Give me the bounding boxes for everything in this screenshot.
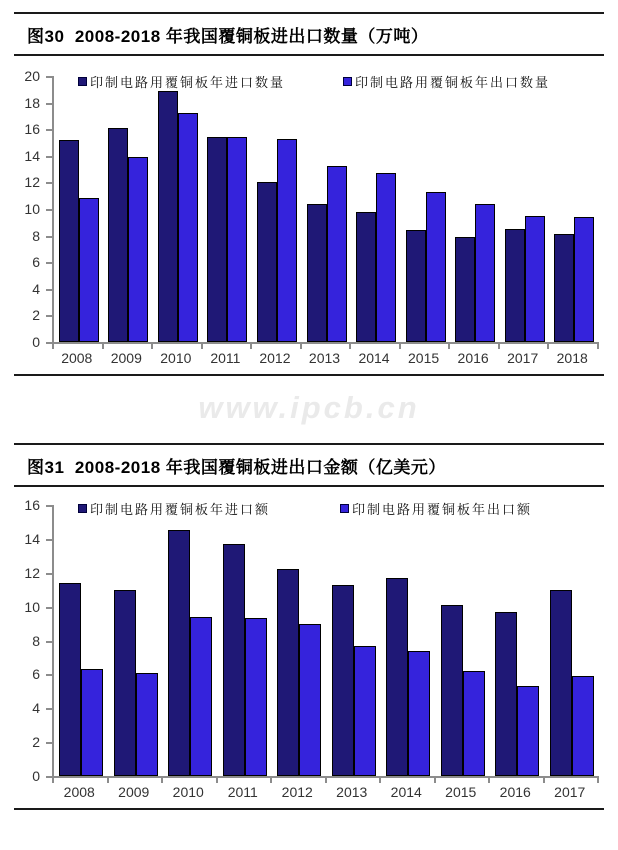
x-axis-label-2014: 2014 — [390, 784, 422, 800]
legend-item-import — [78, 72, 285, 91]
x-axis-tick — [434, 778, 436, 783]
bar-import-2018 — [554, 234, 574, 342]
x-axis-label-2008: 2008 — [63, 784, 95, 800]
x-axis-tick — [547, 344, 549, 349]
x-axis-tick — [399, 344, 401, 349]
bar-import-2013 — [332, 585, 354, 776]
bar-export-2016 — [517, 686, 539, 776]
y-axis-label: 0 — [32, 768, 40, 784]
bar-export-2015 — [463, 671, 485, 776]
bar-export-2009 — [128, 157, 148, 342]
bar-import-2015 — [406, 230, 426, 342]
y-axis-label: 16 — [24, 121, 40, 138]
watermark-band — [0, 376, 618, 443]
bar-import-2017 — [550, 590, 572, 776]
x-axis-label-2016: 2016 — [457, 350, 489, 366]
bar-import-2013 — [307, 204, 327, 342]
x-axis-tick — [216, 778, 218, 783]
x-axis-tick — [597, 344, 599, 349]
legend — [78, 72, 550, 91]
legend-label-export: 印制电路用覆铜板年出口数量 — [355, 75, 551, 90]
bar-export-2014 — [376, 173, 396, 342]
legend-label-import: 印制电路用覆铜板年进口额 — [90, 502, 271, 517]
bar-export-2011 — [245, 618, 267, 776]
legend-item-import — [78, 499, 270, 518]
bar-export-2014 — [408, 651, 430, 776]
bar-import-2012 — [257, 182, 277, 342]
bar-export-2015 — [426, 192, 446, 342]
bar-import-2010 — [168, 530, 190, 776]
legend — [78, 499, 532, 518]
x-axis-label-2012: 2012 — [281, 784, 313, 800]
x-axis-tick — [102, 344, 104, 349]
x-axis-label-2010: 2010 — [160, 350, 192, 366]
figure-30-title: 图30 2008-2018 年我国覆铜板进出口数量（万吨） — [14, 12, 604, 56]
y-axis-label: 8 — [32, 227, 40, 244]
x-axis-label-2012: 2012 — [259, 350, 291, 366]
y-axis-label: 2 — [32, 734, 40, 751]
bar-export-2012 — [277, 139, 297, 342]
y-axis-label: 18 — [24, 94, 40, 111]
bar-import-2011 — [223, 544, 245, 776]
y-axis-label: 14 — [24, 530, 40, 547]
bar-export-2016 — [475, 204, 495, 342]
bar-import-2015 — [441, 605, 463, 776]
x-axis-tick — [201, 344, 203, 349]
x-axis-tick — [543, 778, 545, 783]
y-axis-label: 6 — [32, 666, 40, 683]
figure-31-chart — [14, 487, 604, 808]
x-axis-tick — [270, 778, 272, 783]
bar-export-2010 — [178, 113, 198, 342]
x-axis-label-2009: 2009 — [118, 784, 150, 800]
bar-import-2014 — [386, 578, 408, 776]
figure-31 — [14, 443, 604, 810]
bar-import-2008 — [59, 140, 79, 342]
y-axis-label: 10 — [24, 598, 40, 615]
bar-export-2008 — [79, 198, 99, 342]
bar-import-2016 — [495, 612, 517, 776]
bar-export-2011 — [227, 137, 247, 342]
bar-import-2011 — [207, 137, 227, 342]
y-axis-label: 16 — [24, 497, 40, 513]
legend-swatch-import — [78, 504, 87, 513]
x-axis-tick — [498, 344, 500, 349]
y-axis-label: 0 — [32, 334, 40, 350]
x-axis-label-2015: 2015 — [445, 784, 477, 800]
figure-31-title: 图31 2008-2018 年我国覆铜板进出口金额（亿美元） — [14, 443, 604, 487]
x-axis-tick — [250, 344, 252, 349]
y-axis-label: 12 — [24, 174, 40, 191]
x-axis-tick — [349, 344, 351, 349]
x-axis-label-2011: 2011 — [210, 350, 241, 366]
x-axis-label-2011: 2011 — [227, 784, 258, 800]
plot-area — [52, 505, 599, 778]
legend-item-export — [343, 72, 550, 91]
y-axis-label: 8 — [32, 632, 40, 649]
bar-export-2009 — [136, 673, 158, 776]
x-axis-tick — [52, 778, 54, 783]
bar-import-2012 — [277, 569, 299, 776]
x-axis-label-2016: 2016 — [499, 784, 531, 800]
bar-export-2010 — [190, 617, 212, 776]
x-axis-label-2015: 2015 — [408, 350, 440, 366]
bar-import-2008 — [59, 583, 81, 776]
bar-import-2009 — [108, 128, 128, 342]
x-axis-label-2018: 2018 — [556, 350, 588, 366]
x-axis-label-2010: 2010 — [172, 784, 204, 800]
x-axis-tick — [52, 344, 54, 349]
watermark-text: www.ipcb.cn — [198, 390, 420, 425]
y-axis-label: 12 — [24, 564, 40, 581]
x-axis-label-2017: 2017 — [507, 350, 539, 366]
x-axis-label-2009: 2009 — [110, 350, 142, 366]
legend-swatch-export — [343, 77, 352, 86]
legend-label-export: 印制电路用覆铜板年出口额 — [352, 502, 533, 517]
bar-export-2013 — [354, 646, 376, 776]
x-axis-tick — [107, 778, 109, 783]
x-axis-label-2008: 2008 — [61, 350, 93, 366]
bar-export-2013 — [327, 166, 347, 342]
y-axis-label: 10 — [24, 201, 40, 217]
bar-export-2018 — [574, 217, 594, 342]
plot-area — [52, 76, 599, 344]
x-axis-tick — [379, 778, 381, 783]
x-axis-tick — [488, 778, 490, 783]
bar-import-2016 — [455, 237, 475, 342]
x-axis-tick — [151, 344, 153, 349]
y-axis-label: 14 — [24, 147, 40, 164]
figure-30 — [14, 12, 604, 376]
x-axis-label-2014: 2014 — [358, 350, 390, 366]
x-axis-label-2013: 2013 — [308, 350, 341, 366]
y-axis-label: 4 — [32, 280, 40, 297]
x-axis-label-2017: 2017 — [554, 784, 586, 800]
legend-item-export — [340, 499, 532, 518]
bar-import-2009 — [114, 590, 136, 776]
bar-export-2017 — [572, 676, 594, 776]
legend-swatch-export — [340, 504, 349, 513]
legend-swatch-import — [78, 77, 87, 86]
legend-label-import: 印制电路用覆铜板年进口数量 — [90, 75, 286, 90]
x-axis-tick — [448, 344, 450, 349]
x-axis-tick — [597, 778, 599, 783]
figure-30-chart — [14, 56, 604, 374]
y-axis-label: 20 — [24, 68, 40, 84]
bar-export-2012 — [299, 624, 321, 776]
bar-import-2017 — [505, 229, 525, 342]
y-axis-label: 6 — [32, 254, 40, 271]
bar-import-2014 — [356, 212, 376, 342]
x-axis-tick — [325, 778, 327, 783]
bar-import-2010 — [158, 91, 178, 342]
x-axis-tick — [300, 344, 302, 349]
bar-export-2017 — [525, 216, 545, 342]
bar-export-2008 — [81, 669, 103, 776]
y-axis-label: 4 — [32, 700, 40, 717]
x-axis-tick — [161, 778, 163, 783]
y-axis-label: 2 — [32, 307, 40, 324]
x-axis-label-2013: 2013 — [336, 784, 368, 800]
